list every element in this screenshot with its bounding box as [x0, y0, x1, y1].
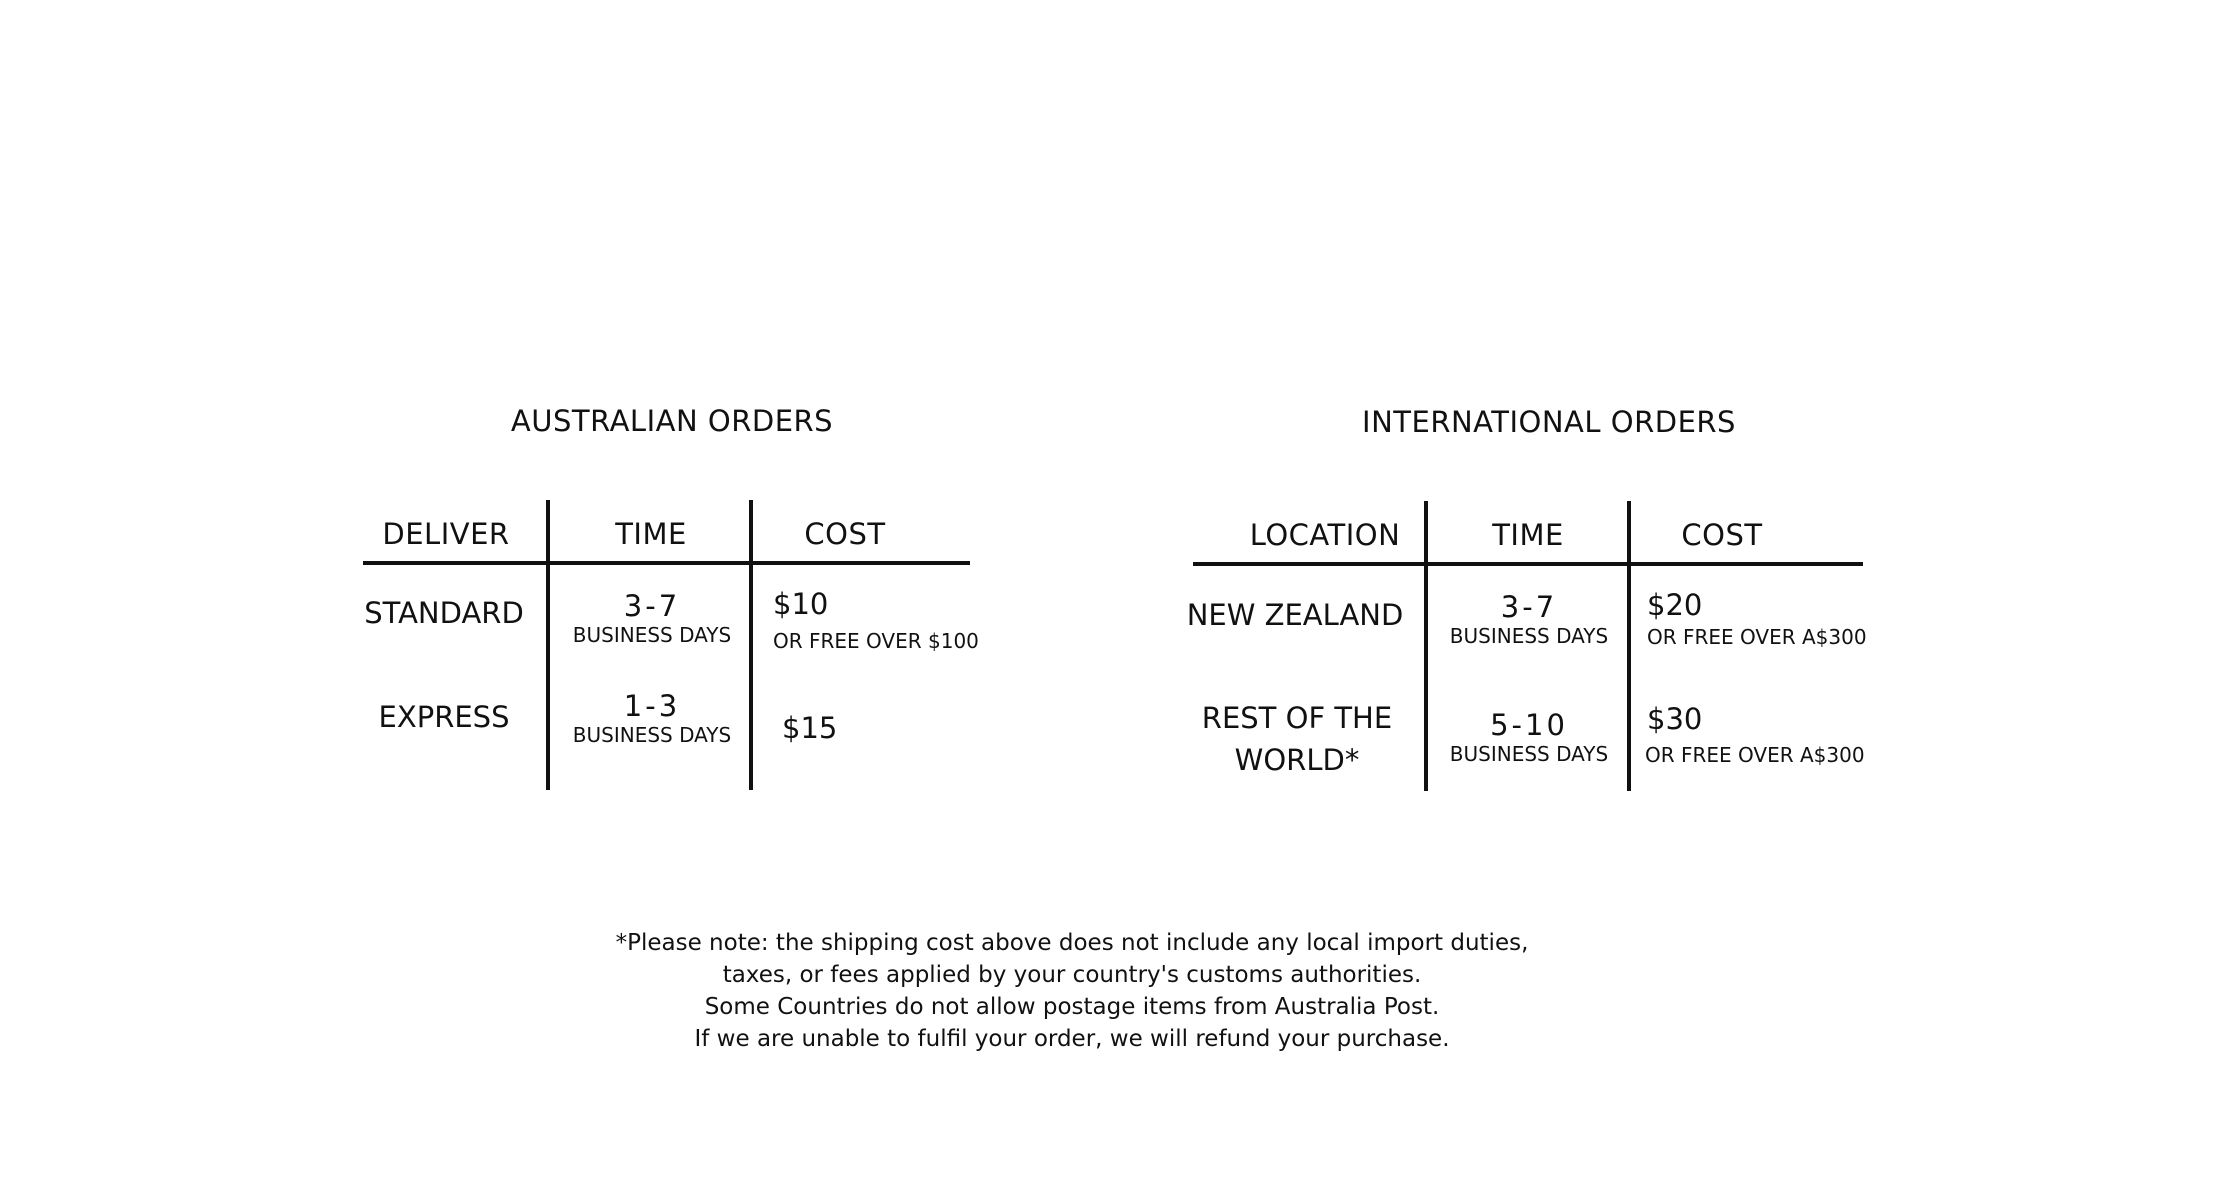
header-location: LOCATION: [1249, 518, 1401, 552]
header-cost: COST: [1681, 518, 1763, 552]
column-divider: [1627, 501, 1631, 791]
time-unit: BUSINESS DAYS: [1449, 624, 1609, 648]
cost-value: $15: [782, 711, 838, 745]
cost-value: $30: [1647, 702, 1703, 736]
time-cell: [1450, 590, 1608, 648]
footnote-line: If we are unable to fulfil your order, we will refund your purchase.: [694, 1026, 1450, 1052]
cost-note: OR FREE OVER $100: [773, 629, 979, 653]
location-line: WORLD*: [1234, 743, 1360, 777]
cost-note: OR FREE OVER A$300: [1645, 743, 1865, 767]
header-divider: [1193, 562, 1863, 566]
time-unit: BUSINESS DAYS: [572, 623, 732, 647]
footnote-line: Some Countries do not allow postage items from Australia Post.: [704, 994, 1440, 1020]
column-divider: [546, 500, 550, 790]
header-time: TIME: [1492, 518, 1564, 552]
header-cost: COST: [804, 517, 886, 551]
column-divider: [749, 500, 753, 790]
delivery-type-standard: STANDARD: [364, 596, 524, 630]
location-new-zealand: NEW ZEALAND: [1186, 598, 1404, 632]
footnote-line: *Please note: the shipping cost above does not include any local import duties,: [615, 930, 1529, 956]
delivery-type-express: EXPRESS: [378, 700, 510, 734]
time-cell: [573, 689, 731, 747]
australian-orders-title: AUSTRALIAN ORDERS: [510, 404, 834, 438]
time-unit: BUSINESS DAYS: [572, 723, 732, 747]
location-line: REST OF THE: [1201, 701, 1393, 735]
time-cell: [573, 589, 731, 647]
time-range: 3-7: [1500, 590, 1558, 624]
shipping-footnote: [616, 927, 1529, 1055]
time-range: 1-3: [623, 689, 681, 723]
location-rest-of-world: [1202, 697, 1392, 781]
header-divider: [363, 561, 970, 565]
header-deliver: DELIVER: [382, 517, 510, 551]
time-cell: [1450, 708, 1608, 766]
time-range: 5-10: [1490, 708, 1568, 742]
cost-value: $10: [773, 587, 829, 621]
footnote-line: taxes, or fees applied by your country's customs authorities.: [722, 962, 1422, 988]
international-orders-title: INTERNATIONAL ORDERS: [1362, 405, 1736, 439]
cost-value: $20: [1647, 588, 1703, 622]
time-unit: BUSINESS DAYS: [1449, 742, 1609, 766]
header-time: TIME: [615, 517, 687, 551]
column-divider: [1424, 501, 1428, 791]
cost-note: OR FREE OVER A$300: [1647, 625, 1867, 649]
time-range: 3-7: [623, 589, 681, 623]
